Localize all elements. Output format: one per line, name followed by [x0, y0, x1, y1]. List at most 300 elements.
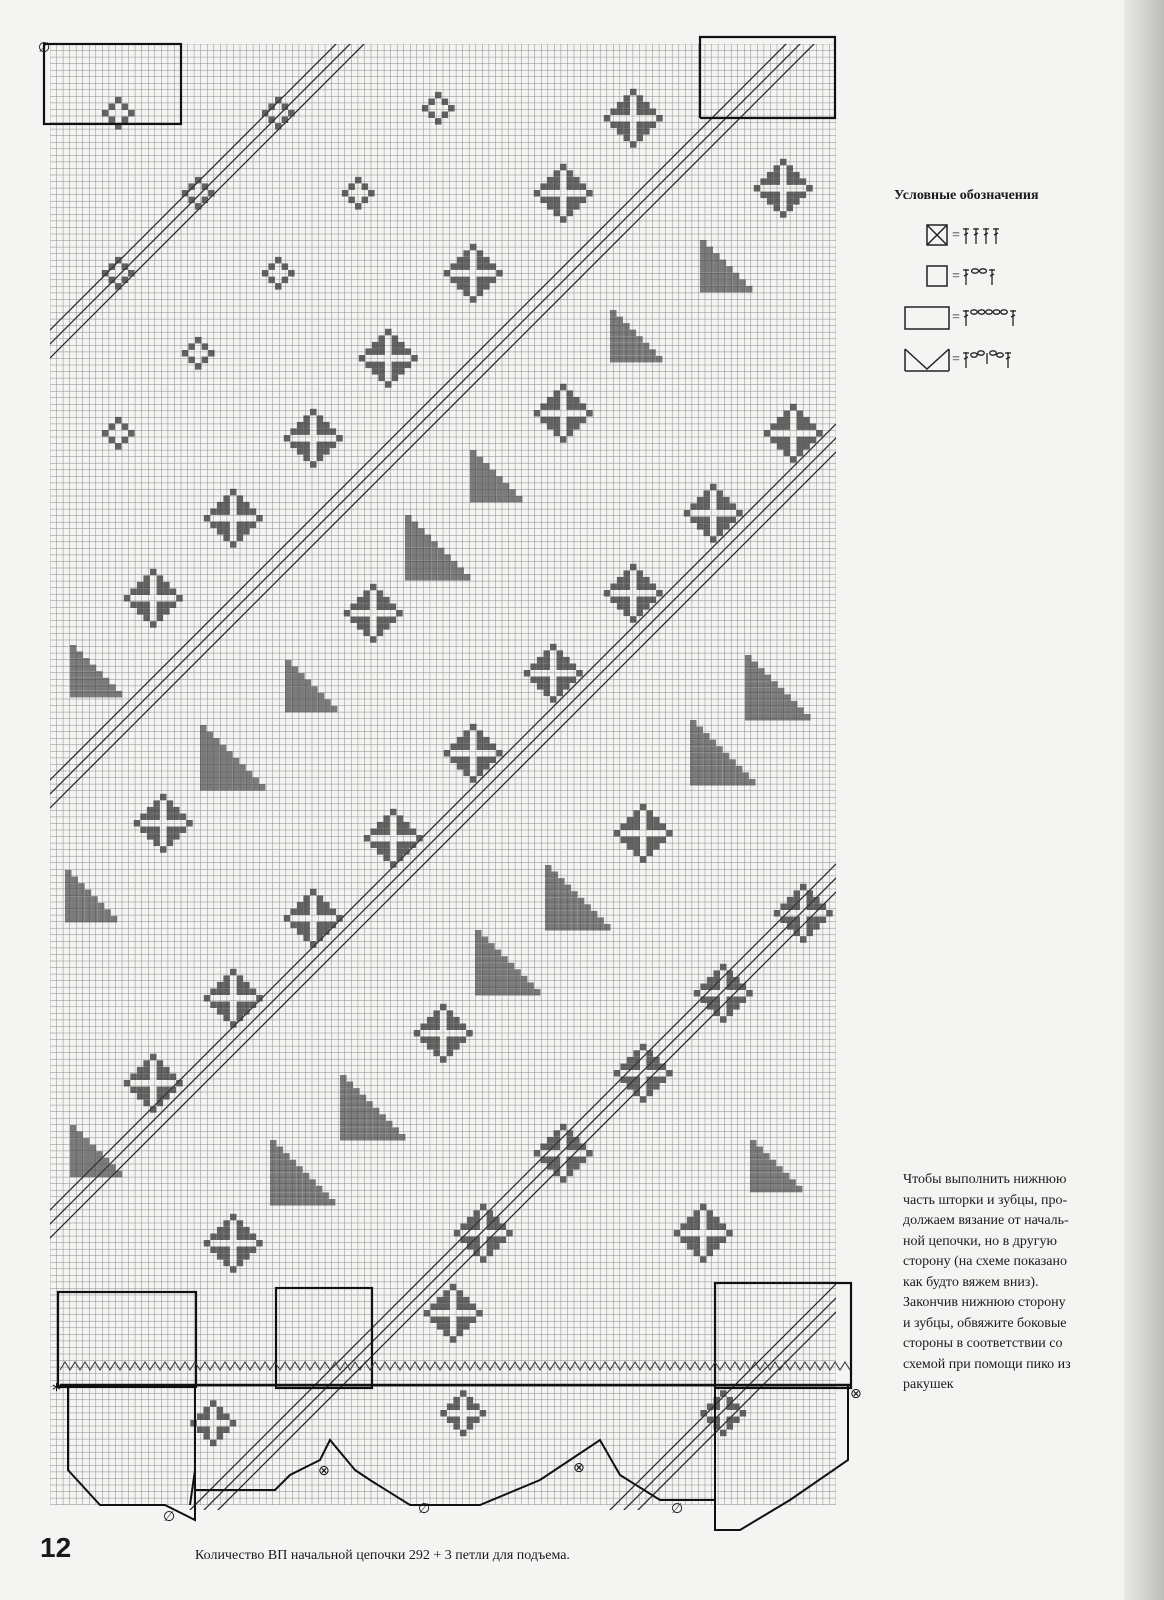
filet-motif — [554, 390, 561, 397]
triangle-motif — [726, 273, 733, 280]
equals-sign: = — [952, 228, 960, 243]
filet-motif — [634, 1077, 641, 1084]
filet-motif — [377, 590, 384, 597]
filet-motif — [774, 205, 781, 212]
triangle-motif — [444, 567, 451, 574]
filet-motif — [653, 824, 660, 831]
filet-motif — [447, 1043, 454, 1050]
filet-motif — [713, 1237, 720, 1244]
filet-motif — [173, 827, 180, 834]
triangle-motif — [373, 1108, 380, 1115]
triangle-motif — [752, 694, 759, 701]
filet-motif — [477, 250, 484, 256]
filet-motif — [604, 590, 611, 597]
filet-motif — [807, 890, 814, 897]
triangle-motif — [353, 1114, 360, 1121]
triangle-motif — [703, 759, 710, 766]
triangle-motif — [610, 349, 617, 356]
filet-motif — [427, 1037, 434, 1044]
filet-motif — [700, 1204, 707, 1211]
filet-motif — [186, 820, 193, 827]
filet-motif — [377, 623, 384, 630]
filet-motif — [392, 362, 399, 369]
filet-motif — [567, 210, 574, 217]
triangle-motif — [438, 574, 445, 581]
triangle-motif — [85, 916, 92, 923]
triangle-motif — [233, 758, 240, 765]
filet-motif — [237, 522, 244, 529]
filet-motif — [237, 1002, 244, 1009]
filet-motif — [243, 1002, 250, 1009]
filet-motif — [398, 348, 405, 355]
triangle-motif — [726, 266, 733, 273]
filet-motif — [787, 198, 794, 205]
triangle-motif — [72, 916, 79, 923]
triangle-motif — [292, 680, 299, 687]
filet-motif — [157, 1087, 164, 1094]
filet-motif — [680, 1237, 687, 1244]
filet-motif — [487, 1217, 494, 1224]
filet-motif — [803, 437, 810, 444]
filet-motif — [170, 589, 177, 596]
filet-motif — [567, 183, 574, 190]
filet-motif — [437, 1297, 444, 1304]
filet-motif — [777, 423, 784, 430]
filet-motif — [290, 922, 297, 929]
triangle-motif — [270, 1140, 277, 1147]
filet-motif — [573, 1157, 580, 1164]
triangle-motif — [483, 489, 490, 496]
triangle-motif — [477, 463, 484, 470]
filet-motif — [770, 423, 777, 430]
filet-motif — [370, 584, 377, 591]
filet-motif — [820, 904, 827, 911]
filet-motif — [544, 650, 551, 657]
triangle-motif — [697, 766, 704, 773]
triangle-motif — [77, 691, 84, 698]
filet-motif — [713, 1224, 720, 1231]
filet-motif — [567, 203, 574, 210]
filet-motif — [397, 829, 404, 836]
triangle-motif — [745, 714, 752, 721]
filet-motif — [537, 657, 544, 664]
triangle-motif — [630, 330, 637, 337]
triangle-motif — [490, 496, 497, 503]
filet-motif — [797, 450, 804, 457]
triangle-motif — [690, 720, 697, 727]
triangle-motif — [65, 883, 72, 890]
triangle-motif — [233, 784, 240, 791]
filet-motif — [467, 1243, 474, 1250]
filet-motif — [483, 737, 490, 744]
small-diamond-motif — [115, 97, 122, 104]
triangle-motif — [752, 688, 759, 695]
triangle-motif — [488, 956, 495, 963]
triangle-motif — [470, 463, 477, 470]
triangle-motif — [65, 916, 72, 923]
triangle-motif — [710, 766, 717, 773]
triangle-motif — [233, 777, 240, 784]
filet-motif — [714, 970, 721, 977]
filet-motif — [440, 1410, 447, 1417]
triangle-motif — [70, 684, 77, 691]
triangle-motif — [483, 496, 490, 503]
triangle-motif — [270, 1173, 277, 1180]
triangle-motif — [690, 779, 697, 786]
triangle-motif — [649, 349, 656, 356]
filet-motif — [557, 677, 564, 684]
filet-motif — [243, 528, 250, 535]
triangle-motif — [482, 937, 489, 944]
filet-motif — [617, 577, 624, 584]
triangle-motif — [200, 771, 207, 778]
triangle-motif — [405, 535, 412, 542]
filet-motif — [704, 517, 711, 524]
triangle-motif — [418, 541, 425, 548]
filet-motif — [630, 616, 637, 623]
triangle-motif — [565, 885, 572, 892]
triangle-motif — [70, 1164, 77, 1171]
filet-motif — [803, 443, 810, 450]
triangle-motif — [482, 969, 489, 976]
filet-motif — [586, 1150, 593, 1157]
triangle-motif — [347, 1108, 354, 1115]
triangle-motif — [259, 784, 266, 791]
triangle-motif — [200, 784, 207, 791]
filet-motif — [463, 757, 470, 764]
filet-motif — [457, 257, 464, 264]
triangle-motif — [285, 673, 292, 680]
triangle-motif — [477, 483, 484, 490]
filet-motif — [130, 602, 137, 609]
triangle-motif — [558, 885, 565, 892]
triangle-motif — [752, 714, 759, 721]
filet-motif — [767, 178, 774, 185]
triangle-motif — [412, 561, 419, 568]
filet-motif — [634, 1090, 641, 1097]
filet-motif — [707, 1250, 714, 1257]
triangle-motif — [757, 1173, 764, 1180]
filet-motif — [453, 1404, 460, 1411]
filet-motif — [463, 283, 470, 290]
triangle-motif — [488, 943, 495, 950]
triangle-motif — [226, 764, 233, 771]
triangle-motif — [509, 489, 516, 496]
triangle-motif — [418, 528, 425, 535]
triangle-motif — [290, 1160, 297, 1167]
triangle-motif — [283, 1160, 290, 1167]
triangle-motif — [723, 753, 730, 760]
triangle-motif — [70, 1145, 77, 1152]
small-diamond-motif — [368, 190, 375, 197]
filet-motif — [385, 381, 392, 388]
triangle-motif — [470, 476, 477, 483]
filet-motif — [653, 1064, 660, 1071]
filet-motif — [573, 1137, 580, 1144]
triangle-motif — [770, 1173, 777, 1180]
triangle-motif — [584, 917, 591, 924]
filet-motif — [237, 1008, 244, 1015]
triangle-motif — [116, 1171, 123, 1178]
triangle-motif — [470, 483, 477, 490]
filet-motif — [323, 442, 330, 449]
filet-motif — [147, 827, 154, 834]
triangle-motif — [534, 989, 541, 996]
triangle-motif — [83, 691, 90, 698]
triangle-motif — [277, 1147, 284, 1154]
filet-motif — [620, 1064, 627, 1071]
filet-motif — [443, 1297, 450, 1304]
filet-motif — [124, 1080, 131, 1087]
triangle-motif — [340, 1127, 347, 1134]
small-diamond-motif — [355, 203, 362, 210]
filet-motif — [237, 1015, 244, 1022]
filet-motif — [576, 670, 583, 677]
triangle-motif — [83, 671, 90, 678]
triangle-motif — [78, 903, 85, 910]
filet-motif — [707, 1210, 714, 1217]
small-diamond-motif — [115, 283, 122, 290]
filet-motif — [344, 610, 351, 617]
triangle-motif — [713, 286, 720, 293]
triangle-motif — [292, 686, 299, 693]
filet-motif — [137, 608, 144, 615]
filet-motif — [797, 437, 804, 444]
filet-motif — [617, 584, 624, 591]
filet-motif — [617, 102, 624, 109]
row-marker-icon: ⊗ — [318, 1463, 330, 1479]
filet-motif — [707, 1404, 714, 1411]
triangle-motif — [70, 665, 77, 672]
filet-motif — [310, 409, 317, 416]
filet-motif — [433, 1043, 440, 1050]
triangle-motif — [501, 989, 508, 996]
filet-motif — [567, 390, 574, 397]
filet-motif — [767, 192, 774, 199]
filet-motif — [694, 1237, 701, 1244]
triangle-motif — [475, 982, 482, 989]
filet-motif — [180, 827, 187, 834]
triangle-motif — [643, 349, 650, 356]
triangle-motif — [70, 678, 77, 685]
filet-motif — [210, 522, 217, 529]
filet-motif — [204, 515, 211, 522]
filet-motif — [443, 1330, 450, 1337]
filet-motif — [530, 664, 537, 671]
filet-motif — [392, 368, 399, 375]
filet-motif — [150, 1106, 157, 1113]
filet-motif — [627, 817, 634, 824]
filet-motif — [714, 984, 721, 991]
triangle-motif — [707, 247, 714, 254]
filet-motif — [476, 1310, 483, 1317]
filet-motif — [806, 185, 813, 192]
triangle-motif — [739, 286, 746, 293]
triangle-motif — [366, 1101, 373, 1108]
filet-motif — [453, 1017, 460, 1024]
small-diamond-motif — [188, 197, 195, 204]
triangle-motif — [283, 1186, 290, 1193]
filet-motif — [643, 584, 650, 591]
triangle-motif — [65, 909, 72, 916]
triangle-motif — [723, 759, 730, 766]
triangle-motif — [716, 759, 723, 766]
triangle-motif — [784, 707, 791, 714]
filet-motif — [624, 610, 631, 617]
small-diamond-motif — [115, 417, 122, 424]
filet-motif — [392, 342, 399, 349]
triangle-motif — [765, 707, 772, 714]
filet-motif — [720, 1237, 727, 1244]
triangle-motif — [784, 694, 791, 701]
filet-motif — [297, 428, 304, 435]
triangle-motif — [290, 1166, 297, 1173]
filet-motif — [704, 490, 711, 497]
filet-motif — [720, 1016, 727, 1023]
triangle-motif — [220, 771, 227, 778]
filet-motif — [787, 897, 794, 904]
triangle-motif — [565, 924, 572, 931]
triangle-motif — [495, 950, 502, 957]
triangle-motif — [739, 279, 746, 286]
triangle-motif — [70, 1158, 77, 1165]
filet-motif — [383, 822, 390, 829]
triangle-motif — [745, 707, 752, 714]
triangle-motif — [565, 911, 572, 918]
filet-motif — [310, 461, 317, 468]
triangle-motif — [770, 1179, 777, 1186]
filet-motif — [580, 417, 587, 424]
filet-motif — [567, 1137, 574, 1144]
filet-motif — [450, 277, 457, 284]
filet-motif — [223, 1260, 230, 1267]
filet-motif — [336, 915, 343, 922]
triangle-motif — [584, 924, 591, 931]
triangle-motif — [200, 732, 207, 739]
small-diamond-motif — [188, 357, 195, 364]
filet-motif — [764, 430, 771, 437]
filet-motif — [223, 989, 230, 996]
filet-motif — [653, 837, 660, 844]
small-diamond-motif — [422, 105, 429, 112]
small-diamond-motif — [288, 110, 295, 117]
triangle-motif — [353, 1127, 360, 1134]
triangle-motif — [697, 779, 704, 786]
filet-motif — [634, 810, 641, 817]
filet-motif — [350, 604, 357, 611]
triangle-motif — [90, 1145, 97, 1152]
triangle-motif — [305, 706, 312, 713]
triangle-motif — [636, 349, 643, 356]
triangle-motif — [778, 694, 785, 701]
triangle-motif — [412, 535, 419, 542]
filet-motif — [660, 824, 667, 831]
filet-motif — [820, 917, 827, 924]
filet-motif — [630, 141, 637, 148]
triangle-motif — [83, 665, 90, 672]
triangle-motif — [104, 916, 111, 923]
filet-motif — [580, 403, 587, 410]
small-diamond-motif — [442, 112, 449, 119]
filet-motif — [774, 172, 781, 179]
filet-motif — [620, 824, 627, 831]
triangle-motif — [488, 976, 495, 983]
small-diamond-motif — [268, 104, 275, 111]
triangle-motif — [405, 522, 412, 529]
triangle-motif — [283, 1192, 290, 1199]
triangle-motif — [77, 665, 84, 672]
small-diamond-motif — [275, 97, 282, 104]
filet-motif — [720, 1430, 727, 1437]
triangle-motif — [83, 684, 90, 691]
filet-motif — [477, 290, 484, 297]
triangle-motif — [545, 865, 552, 872]
filet-motif — [784, 450, 791, 457]
triangle-motif — [85, 890, 92, 897]
filet-motif — [800, 178, 807, 185]
filet-motif — [477, 263, 484, 270]
triangle-motif — [353, 1095, 360, 1102]
filet-motif — [383, 848, 390, 855]
filet-motif — [774, 910, 781, 917]
triangle-motif — [617, 343, 624, 350]
filet-motif — [370, 636, 377, 643]
triangle-motif — [103, 1158, 110, 1165]
triangle-motif — [470, 496, 477, 503]
filet-motif — [147, 807, 154, 814]
triangle-motif — [690, 740, 697, 747]
triangle-motif — [720, 260, 727, 267]
filet-motif — [467, 1423, 474, 1430]
filet-motif — [143, 1100, 150, 1107]
filet-motif — [760, 178, 767, 185]
filet-motif — [720, 964, 727, 971]
filet-motif — [580, 1144, 587, 1151]
triangle-motif — [353, 1101, 360, 1108]
filet-motif — [554, 1163, 561, 1170]
triangle-motif — [758, 681, 765, 688]
filet-motif — [660, 837, 667, 844]
triangle-motif — [720, 273, 727, 280]
triangle-motif — [475, 989, 482, 996]
triangle-motif — [630, 356, 637, 363]
filet-motif — [697, 517, 704, 524]
note-line: стороны в соответствии со — [903, 1336, 1063, 1351]
small-diamond-motif — [102, 270, 109, 277]
triangle-motif — [610, 317, 617, 324]
small-diamond-motif — [208, 190, 215, 197]
filet-motif — [810, 437, 817, 444]
filet-motif — [250, 522, 257, 529]
triangle-motif — [213, 745, 220, 752]
triangle-motif — [552, 885, 559, 892]
filet-motif — [567, 403, 574, 410]
filet-motif — [477, 744, 484, 751]
triangle-motif — [405, 528, 412, 535]
small-diamond-motif — [128, 110, 135, 117]
filet-motif — [730, 517, 737, 524]
triangle-motif — [438, 561, 445, 568]
filet-motif — [357, 623, 364, 630]
filet-motif — [707, 997, 714, 1004]
filet-motif — [483, 763, 490, 770]
filet-motif — [143, 1093, 150, 1100]
filet-motif — [767, 172, 774, 179]
row-marker-icon: ⊗ — [573, 1460, 585, 1476]
filet-motif — [317, 448, 324, 455]
triangle-motif — [757, 1147, 764, 1154]
filet-motif — [163, 1074, 170, 1081]
